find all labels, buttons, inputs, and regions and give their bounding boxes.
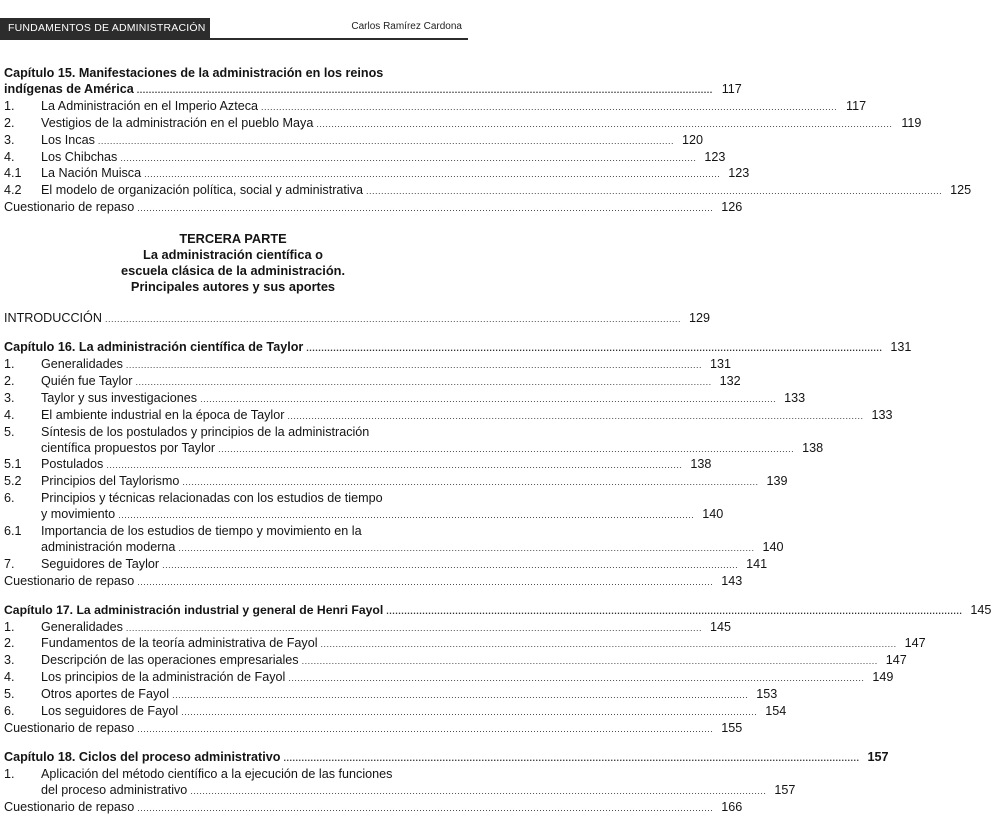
toc-entry-introduction (4, 311, 711, 328)
toc-entry (4, 782, 796, 800)
page-number: 139 (766, 474, 788, 489)
section-title: Postulados (41, 457, 104, 472)
chapter-16 (4, 340, 912, 591)
introduction-title: INTRODUCCIÓN (4, 311, 102, 326)
dot-leader (190, 784, 766, 800)
dot-leader (172, 688, 748, 704)
page-number: 129 (689, 311, 711, 326)
page-number: 155 (721, 721, 743, 735)
section-title: Generalidades (41, 356, 123, 371)
section-number: 5. (4, 687, 15, 702)
dot-leader (118, 508, 694, 524)
section-title: Los principios de la administración de Fayol (41, 670, 286, 685)
toc-entry (4, 749, 889, 767)
page-number: 143 (721, 573, 743, 588)
dot-leader (366, 184, 942, 200)
page-number: 126 (721, 200, 743, 215)
dot-leader (162, 558, 738, 574)
part-label: TERCERA PARTE (179, 231, 287, 247)
section-title: Quién fue Taylor (41, 373, 133, 388)
toc-entry (4, 474, 788, 491)
section-number: 6. (4, 491, 15, 506)
dot-leader (137, 801, 713, 817)
toc-entry (4, 767, 462, 783)
page-number: 117 (846, 98, 867, 113)
dot-leader (98, 134, 674, 150)
section-title: Principios y técnicas relacionadas con los estudios de tiempo (41, 491, 383, 506)
dot-leader (126, 621, 702, 637)
toc-entry (4, 132, 703, 150)
part-title-line-2: escuela clásica de la administración. (120, 263, 346, 279)
dot-leader (137, 575, 713, 591)
section-title: Los seguidores de Fayol (41, 704, 179, 719)
page-number: 120 (681, 132, 703, 147)
chapter-title-line (4, 66, 462, 82)
page-number: 123 (728, 166, 750, 181)
toc-entry (4, 183, 972, 200)
page-number: 131 (890, 340, 912, 355)
page-number: 154 (765, 704, 787, 719)
toc-entry (4, 556, 768, 574)
section-title: Otros aportes de Fayol (41, 687, 170, 702)
section-title: La Nación Muisca (41, 166, 142, 181)
toc-entry (4, 356, 732, 374)
section-title: Los Chibchas (41, 149, 118, 164)
page-number: 125 (950, 183, 972, 198)
section-title: Taylor y sus investigaciones (41, 390, 198, 405)
chapter-15 (4, 66, 972, 217)
toc-entry (4, 670, 894, 687)
chapter-17 (4, 602, 991, 738)
running-title: FUNDAMENTOS DE ADMINISTRACIÓN (0, 18, 210, 38)
toc-entry (4, 440, 824, 458)
section-title: Principios del Taylorismo (41, 474, 180, 489)
section-number: 2. (4, 373, 15, 388)
section-number: 5. (4, 424, 15, 439)
dot-leader (178, 541, 754, 557)
page-number: 123 (704, 149, 726, 164)
page-number: 132 (719, 373, 741, 388)
section-title: Seguidores de Taylor (41, 556, 160, 571)
section-title: Aplicación del método científico a la ejecución de las funciones (41, 766, 393, 781)
toc-entry (4, 149, 726, 167)
toc-entry (4, 636, 926, 653)
section-number: 3. (4, 653, 15, 668)
section-number: 1. (4, 619, 15, 634)
page-number: 157 (867, 749, 889, 764)
section-number: 5.2 (4, 474, 22, 489)
dot-leader (137, 722, 713, 738)
toc-entry (4, 524, 462, 540)
review-title: Cuestionario de repaso (4, 799, 135, 814)
section-title-continued: del proceso administrativo (41, 782, 188, 797)
toc-entry (4, 81, 742, 99)
dot-leader (120, 151, 696, 167)
section-title: El ambiente industrial en la época de Taylor (41, 407, 285, 422)
section-number: 5.1 (4, 457, 22, 472)
page-number: 145 (710, 619, 732, 634)
chapter-title: Capítulo 17. La administración industrial y general de Henri Fayol (4, 602, 384, 617)
section-title-continued: y movimiento (41, 507, 116, 522)
page-number: 117 (721, 81, 742, 96)
dot-leader (137, 201, 713, 217)
review-title: Cuestionario de repaso (4, 573, 135, 588)
section-title-continued: científica propuestos por Taylor (41, 440, 216, 455)
dot-leader (287, 409, 863, 425)
chapter-title: Capítulo 16. La administración científica de Taylor (4, 340, 304, 355)
toc-entry (4, 457, 712, 474)
toc-entry (4, 573, 743, 591)
section-number: 4.2 (4, 183, 22, 198)
page-number: 138 (690, 457, 712, 472)
page-number: 166 (721, 799, 743, 814)
toc-entry (4, 390, 806, 408)
part-heading (4, 231, 462, 295)
toc-entry (4, 799, 743, 817)
section-number: 6.1 (4, 524, 22, 539)
section-title: Vestigios de la administración en el pueblo Maya (41, 115, 314, 130)
section-number: 6. (4, 704, 15, 719)
toc-entry (4, 619, 732, 637)
section-title: Los Incas (41, 132, 95, 147)
page-number: 153 (756, 687, 778, 702)
page-number: 141 (746, 556, 768, 571)
section-number: 2. (4, 636, 15, 651)
section-number: 2. (4, 115, 15, 130)
section-number: 4. (4, 670, 15, 685)
toc-entry (4, 653, 907, 670)
toc-entry (4, 200, 743, 217)
page-number: 147 (885, 653, 907, 668)
toc-entry (4, 407, 893, 425)
page-number: 147 (904, 636, 926, 651)
dot-leader (144, 167, 720, 183)
section-number: 3. (4, 132, 15, 147)
section-number: 7. (4, 556, 15, 571)
dot-leader (182, 475, 758, 491)
toc-entry (4, 98, 867, 116)
section-title: Importancia de los estudios de tiempo y movimiento en la (41, 524, 362, 539)
part-title-line-1: La administración científica o (143, 247, 323, 263)
table-of-contents (4, 66, 991, 817)
page-number: 149 (872, 670, 894, 685)
chapter-title: Capítulo 15. Manifestaciones de la administración en los reinos (4, 66, 384, 80)
dot-leader (200, 392, 776, 408)
toc-entry (4, 704, 787, 721)
chapter-18 (4, 749, 889, 817)
section-number: 4.1 (4, 166, 22, 181)
section-number: 1. (4, 766, 15, 781)
toc-entry (4, 507, 724, 524)
dot-leader (261, 100, 837, 116)
dot-leader (126, 358, 702, 374)
running-header (0, 0, 468, 46)
page-number: 140 (762, 539, 784, 554)
section-title-continued: administración moderna (41, 539, 176, 554)
toc-entry (4, 373, 741, 391)
toc-entry (4, 166, 750, 183)
dot-leader (105, 312, 681, 328)
toc-entry (4, 491, 462, 507)
section-title: La Administración en el Imperio Azteca (41, 98, 259, 113)
dot-leader (218, 442, 794, 458)
page-number: 133 (871, 407, 893, 422)
section-title: Síntesis de los postulados y principios de la administración (41, 424, 370, 439)
page-number: 140 (702, 507, 724, 522)
section-number: 4. (4, 407, 15, 422)
dot-leader (302, 654, 878, 670)
page-number: 131 (710, 356, 732, 371)
dot-leader (283, 751, 859, 767)
chapter-title-continued: indígenas de América (4, 81, 134, 96)
dot-leader (106, 458, 682, 474)
page-number: 138 (802, 440, 824, 455)
toc-entry (4, 687, 778, 704)
toc-entry (4, 721, 743, 738)
toc-entry (4, 340, 912, 357)
page-number: 157 (774, 782, 796, 797)
section-title: Fundamentos de la teoría administrativa de Fayol (41, 636, 318, 651)
page-number: 145 (970, 602, 991, 617)
toc-entry (4, 115, 922, 133)
section-number: 4. (4, 149, 15, 164)
page-number: 119 (901, 115, 922, 130)
dot-leader (316, 117, 892, 133)
dot-leader (386, 604, 962, 620)
dot-leader (288, 671, 864, 687)
section-number: 3. (4, 390, 15, 405)
dot-leader (306, 341, 882, 357)
dot-leader (321, 637, 897, 653)
review-title: Cuestionario de repaso (4, 200, 135, 215)
page-number: 133 (784, 390, 806, 405)
section-title: El modelo de organización política, social y administrativa (41, 183, 364, 198)
section-title: Descripción de las operaciones empresariales (41, 653, 299, 668)
section-number: 1. (4, 356, 15, 371)
toc-entry (4, 602, 991, 620)
section-title: Generalidades (41, 619, 123, 634)
chapter-title: Capítulo 18. Ciclos del proceso administrativo (4, 749, 281, 764)
dot-leader (135, 375, 711, 391)
dot-leader (181, 705, 757, 721)
toc-entry (4, 425, 462, 441)
part-title-line-3: Principales autores y sus aportes (130, 279, 336, 295)
dot-leader (137, 83, 713, 99)
section-number: 1. (4, 98, 15, 113)
author-name: Carlos Ramírez Cardona (351, 21, 462, 32)
toc-entry (4, 539, 784, 557)
review-title: Cuestionario de repaso (4, 721, 135, 735)
header-rule (0, 38, 468, 40)
